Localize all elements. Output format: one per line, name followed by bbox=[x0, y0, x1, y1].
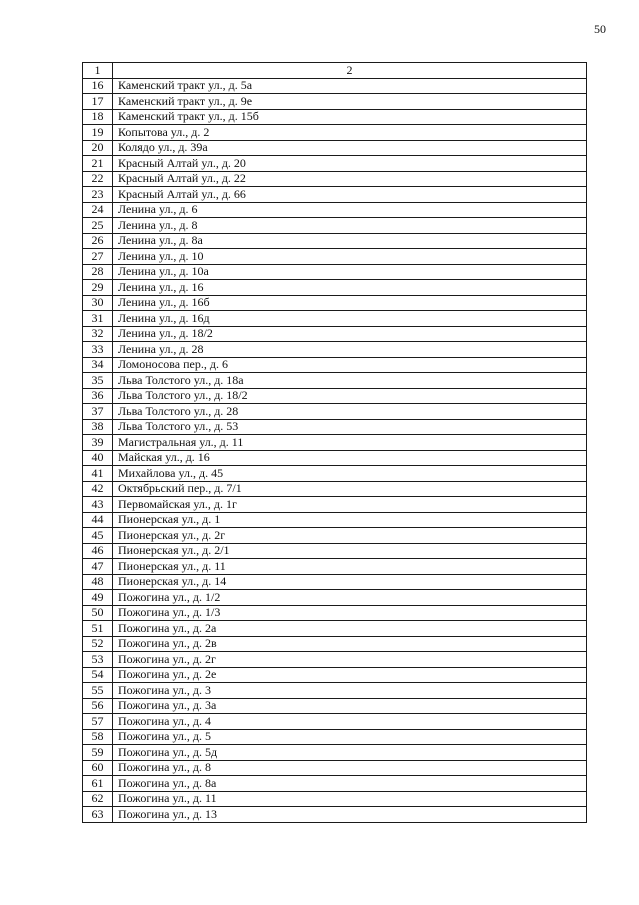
table-row bbox=[83, 683, 587, 699]
row-address: Красный Алтай ул., д. 22 bbox=[113, 171, 587, 187]
table-row bbox=[83, 528, 587, 544]
row-number: 48 bbox=[83, 574, 113, 590]
row-number: 43 bbox=[83, 497, 113, 513]
table-row bbox=[83, 249, 587, 265]
row-number: 47 bbox=[83, 559, 113, 575]
row-address: Льва Толстого ул., д. 18а bbox=[113, 373, 587, 389]
row-number: 24 bbox=[83, 202, 113, 218]
row-number: 18 bbox=[83, 109, 113, 125]
table-row bbox=[83, 621, 587, 637]
row-address: Магистральная ул., д. 11 bbox=[113, 435, 587, 451]
table-row bbox=[83, 295, 587, 311]
row-number: 41 bbox=[83, 466, 113, 482]
row-address: Пожогина ул., д. 1/3 bbox=[113, 605, 587, 621]
row-address: Ленина ул., д. 16д bbox=[113, 311, 587, 327]
table-row bbox=[83, 187, 587, 203]
row-number: 26 bbox=[83, 233, 113, 249]
table-row bbox=[83, 559, 587, 575]
row-number: 36 bbox=[83, 388, 113, 404]
row-number: 63 bbox=[83, 807, 113, 823]
row-address: Пионерская ул., д. 2/1 bbox=[113, 543, 587, 559]
row-number: 17 bbox=[83, 94, 113, 110]
table-row bbox=[83, 342, 587, 358]
row-address: Пожогина ул., д. 13 bbox=[113, 807, 587, 823]
table-row bbox=[83, 78, 587, 94]
row-address: Пионерская ул., д. 1 bbox=[113, 512, 587, 528]
row-address: Каменский тракт ул., д. 5а bbox=[113, 78, 587, 94]
table-row bbox=[83, 109, 587, 125]
row-address: Льва Толстого ул., д. 53 bbox=[113, 419, 587, 435]
table-row bbox=[83, 326, 587, 342]
row-number: 22 bbox=[83, 171, 113, 187]
row-number: 42 bbox=[83, 481, 113, 497]
table-row bbox=[83, 388, 587, 404]
table-row bbox=[83, 264, 587, 280]
table-row bbox=[83, 512, 587, 528]
table-row bbox=[83, 760, 587, 776]
row-address: Пожогина ул., д. 5д bbox=[113, 745, 587, 761]
table-row bbox=[83, 574, 587, 590]
row-number: 55 bbox=[83, 683, 113, 699]
row-number: 51 bbox=[83, 621, 113, 637]
row-number: 23 bbox=[83, 187, 113, 203]
table-row bbox=[83, 450, 587, 466]
table-row bbox=[83, 698, 587, 714]
row-number: 59 bbox=[83, 745, 113, 761]
table-row bbox=[83, 590, 587, 606]
row-number: 29 bbox=[83, 280, 113, 296]
table-row bbox=[83, 714, 587, 730]
table-row bbox=[83, 497, 587, 513]
table-row bbox=[83, 481, 587, 497]
table-row bbox=[83, 791, 587, 807]
row-address: Ленина ул., д. 18/2 bbox=[113, 326, 587, 342]
row-address: Льва Толстого ул., д. 18/2 bbox=[113, 388, 587, 404]
row-address: Ленина ул., д. 10а bbox=[113, 264, 587, 280]
row-number: 50 bbox=[83, 605, 113, 621]
table-row bbox=[83, 636, 587, 652]
row-address: Красный Алтай ул., д. 66 bbox=[113, 187, 587, 203]
row-number: 37 bbox=[83, 404, 113, 420]
table-row bbox=[83, 466, 587, 482]
table-row bbox=[83, 745, 587, 761]
table-row bbox=[83, 218, 587, 234]
row-address: Льва Толстого ул., д. 28 bbox=[113, 404, 587, 420]
table-row bbox=[83, 94, 587, 110]
row-address: Пожогина ул., д. 8 bbox=[113, 760, 587, 776]
row-number: 45 bbox=[83, 528, 113, 544]
row-number: 35 bbox=[83, 373, 113, 389]
row-address: Пожогина ул., д. 1/2 bbox=[113, 590, 587, 606]
row-number: 56 bbox=[83, 698, 113, 714]
row-address: Пожогина ул., д. 8а bbox=[113, 776, 587, 792]
row-address: Ленина ул., д. 10 bbox=[113, 249, 587, 265]
row-address: Пожогина ул., д. 4 bbox=[113, 714, 587, 730]
row-number: 19 bbox=[83, 125, 113, 141]
row-address: Пионерская ул., д. 14 bbox=[113, 574, 587, 590]
row-number: 58 bbox=[83, 729, 113, 745]
row-number: 33 bbox=[83, 342, 113, 358]
row-number: 62 bbox=[83, 791, 113, 807]
row-address: Красный Алтай ул., д. 20 bbox=[113, 156, 587, 172]
row-address: Октябрьский пер., д. 7/1 bbox=[113, 481, 587, 497]
row-address: Пожогина ул., д. 2г bbox=[113, 652, 587, 668]
row-address: Пожогина ул., д. 11 bbox=[113, 791, 587, 807]
table-row bbox=[83, 652, 587, 668]
table-row bbox=[83, 125, 587, 141]
table-row bbox=[83, 419, 587, 435]
row-address: Колядо ул., д. 39а bbox=[113, 140, 587, 156]
column-header-address: 2 bbox=[113, 63, 587, 79]
row-number: 25 bbox=[83, 218, 113, 234]
row-number: 49 bbox=[83, 590, 113, 606]
table-row bbox=[83, 311, 587, 327]
row-number: 31 bbox=[83, 311, 113, 327]
table-row bbox=[83, 140, 587, 156]
column-header-number: 1 bbox=[83, 63, 113, 79]
row-number: 52 bbox=[83, 636, 113, 652]
table-row bbox=[83, 543, 587, 559]
table-row bbox=[83, 807, 587, 823]
row-address: Ленина ул., д. 6 bbox=[113, 202, 587, 218]
row-number: 44 bbox=[83, 512, 113, 528]
table-row bbox=[83, 233, 587, 249]
table-row bbox=[83, 776, 587, 792]
table-row bbox=[83, 280, 587, 296]
table-row bbox=[83, 404, 587, 420]
row-address: Каменский тракт ул., д. 9е bbox=[113, 94, 587, 110]
row-address: Пожогина ул., д. 3а bbox=[113, 698, 587, 714]
row-number: 46 bbox=[83, 543, 113, 559]
table-row bbox=[83, 202, 587, 218]
row-address: Михайлова ул., д. 45 bbox=[113, 466, 587, 482]
table-row bbox=[83, 729, 587, 745]
row-address: Пионерская ул., д. 11 bbox=[113, 559, 587, 575]
row-number: 30 bbox=[83, 295, 113, 311]
row-address: Ломоносова пер., д. 6 bbox=[113, 357, 587, 373]
row-address: Пионерская ул., д. 2г bbox=[113, 528, 587, 544]
row-number: 53 bbox=[83, 652, 113, 668]
table-header-row bbox=[83, 63, 587, 79]
row-number: 16 bbox=[83, 78, 113, 94]
row-address: Пожогина ул., д. 5 bbox=[113, 729, 587, 745]
row-number: 20 bbox=[83, 140, 113, 156]
row-number: 34 bbox=[83, 357, 113, 373]
address-table bbox=[82, 62, 587, 823]
row-number: 39 bbox=[83, 435, 113, 451]
row-address: Копытова ул., д. 2 bbox=[113, 125, 587, 141]
table-row bbox=[83, 156, 587, 172]
row-number: 54 bbox=[83, 667, 113, 683]
row-address: Пожогина ул., д. 3 bbox=[113, 683, 587, 699]
row-address: Ленина ул., д. 16б bbox=[113, 295, 587, 311]
table-row bbox=[83, 667, 587, 683]
row-address: Ленина ул., д. 8а bbox=[113, 233, 587, 249]
row-number: 40 bbox=[83, 450, 113, 466]
page-number: 50 bbox=[594, 22, 606, 36]
row-address: Каменский тракт ул., д. 15б bbox=[113, 109, 587, 125]
row-number: 28 bbox=[83, 264, 113, 280]
row-address: Первомайская ул., д. 1г bbox=[113, 497, 587, 513]
table-row bbox=[83, 605, 587, 621]
table-row bbox=[83, 357, 587, 373]
row-number: 60 bbox=[83, 760, 113, 776]
row-number: 38 bbox=[83, 419, 113, 435]
row-address: Ленина ул., д. 8 bbox=[113, 218, 587, 234]
table-row bbox=[83, 435, 587, 451]
row-number: 61 bbox=[83, 776, 113, 792]
row-address: Пожогина ул., д. 2е bbox=[113, 667, 587, 683]
row-address: Майская ул., д. 16 bbox=[113, 450, 587, 466]
row-number: 21 bbox=[83, 156, 113, 172]
row-number: 27 bbox=[83, 249, 113, 265]
row-address: Ленина ул., д. 28 bbox=[113, 342, 587, 358]
row-address: Пожогина ул., д. 2а bbox=[113, 621, 587, 637]
row-address: Пожогина ул., д. 2в bbox=[113, 636, 587, 652]
row-address: Ленина ул., д. 16 bbox=[113, 280, 587, 296]
row-number: 57 bbox=[83, 714, 113, 730]
table-body bbox=[83, 63, 587, 823]
row-number: 32 bbox=[83, 326, 113, 342]
table-row bbox=[83, 373, 587, 389]
table-row bbox=[83, 171, 587, 187]
